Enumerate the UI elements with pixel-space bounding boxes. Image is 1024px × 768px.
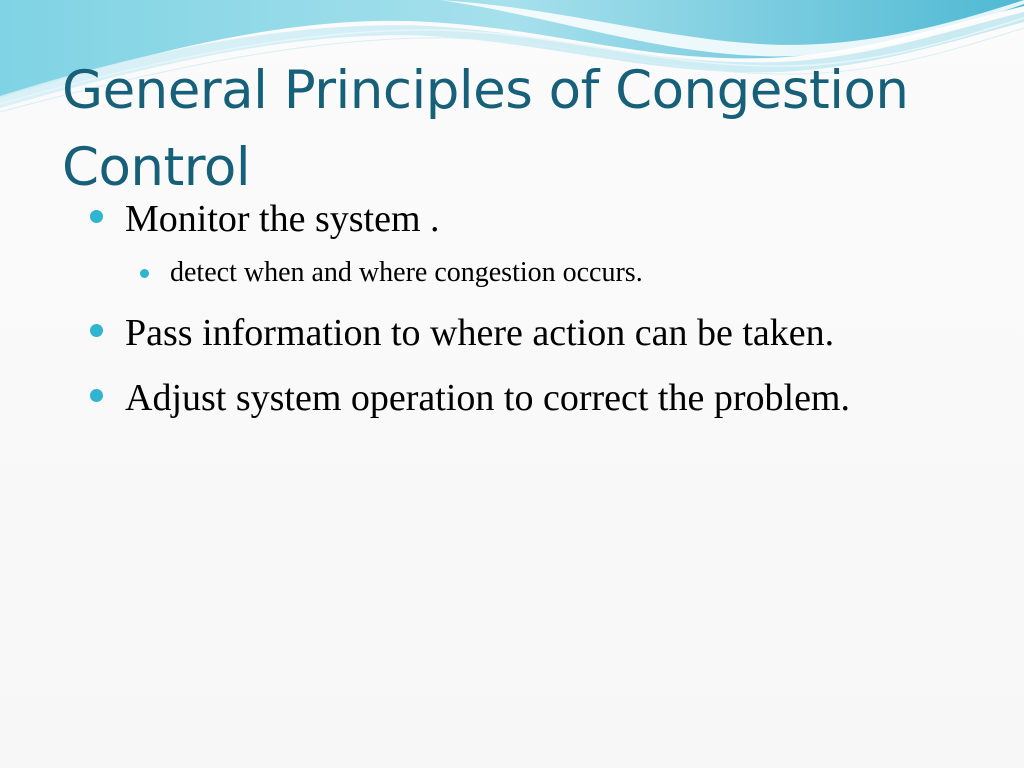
bullet-dot-icon: [90, 210, 103, 223]
bullet-text: Adjust system operation to correct the problem.: [125, 377, 850, 419]
bullet-dot-icon: [90, 324, 103, 337]
sub-bullet-item: [170, 255, 990, 291]
bullet-dot-icon: [90, 389, 103, 402]
bullet-item: [125, 195, 1005, 243]
bullet-item: [125, 309, 1005, 357]
bullet-dot-icon: [140, 269, 149, 278]
bullet-text: Pass information to where action can be taken.: [125, 312, 835, 354]
bullet-item: [125, 374, 1005, 422]
slide-title: General Principles of Congestion Control: [62, 60, 909, 198]
bullet-text: Monitor the system .: [125, 198, 440, 240]
bullet-text: detect when and where congestion occurs.: [170, 257, 643, 288]
